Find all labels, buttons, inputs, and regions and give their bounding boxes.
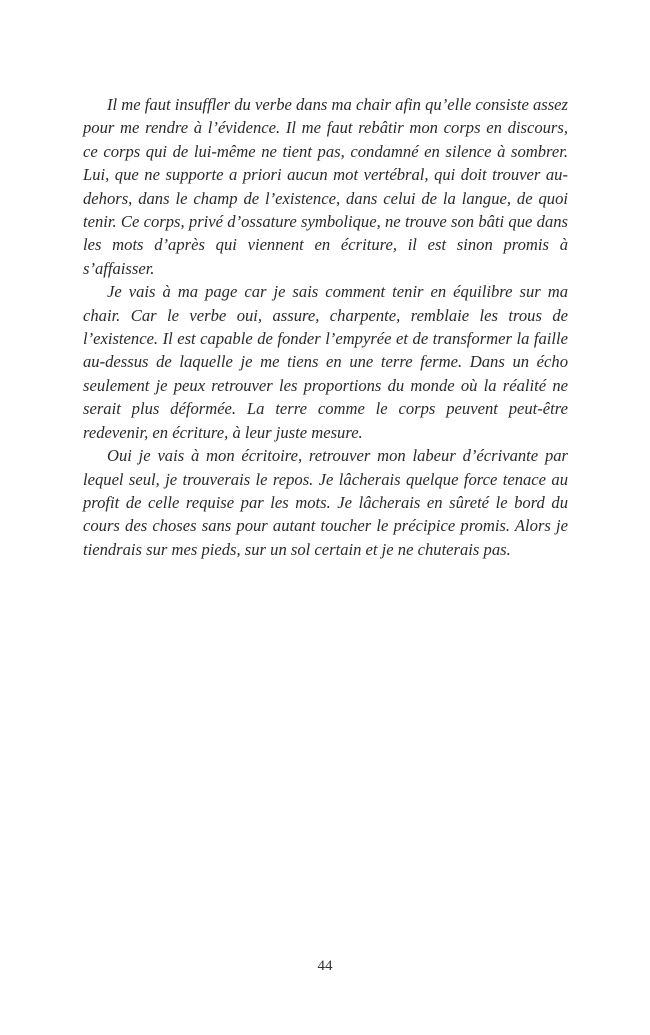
paragraph-2: Je vais à ma page car je sais comment tenir en équilibre sur ma chair. Car le verbe oui, assure, charpente, remblaie les trous de l’existence. Il est capable de fonder l’empyrée et de transformer la faille au-dessus de laquelle je me tiens en une terre ferme. Dans un écho seulement je peux retrouver les proportions du monde où la réalité ne serait plus déformée. La terre comme le corps peuvent peut-être redevenir, en écriture, à leur juste mesure. [83, 282, 568, 442]
paragraph-3: Oui je vais à mon écritoire, retrouver mon labeur d’écrivante par lequel seul, je trouverais le repos. Je lâcherais quelque force tenace au profit de celle requise par les mots. Je lâcherais en sûreté le bord du cours des choses sans pour autant toucher le précipice promis. Alors je tiendrais sur mes pieds, sur un sol certain et je ne chuterais pas. [83, 446, 568, 559]
page-number: 44 [317, 958, 333, 974]
body-text [83, 93, 568, 561]
paragraph-1: Il me faut insuffler du verbe dans ma chair afin qu’elle consiste assez pour me rendre à l’évidence. Il me faut rebâtir mon corps en discours, ce corps qui de lui-même ne tient pas, condamné en silence à sombrer. Lui, que ne supporte a priori aucun mot vertébral, qui doit trouver au-dehors, dans le champ de l’existence, dans celui de la langue, de quoi tenir. Ce corps, privé d’ossature symbolique, ne trouve son bâti que dans les mots d’après qui viennent en écriture, il est sinon promis à s’affaisser. [83, 95, 568, 278]
